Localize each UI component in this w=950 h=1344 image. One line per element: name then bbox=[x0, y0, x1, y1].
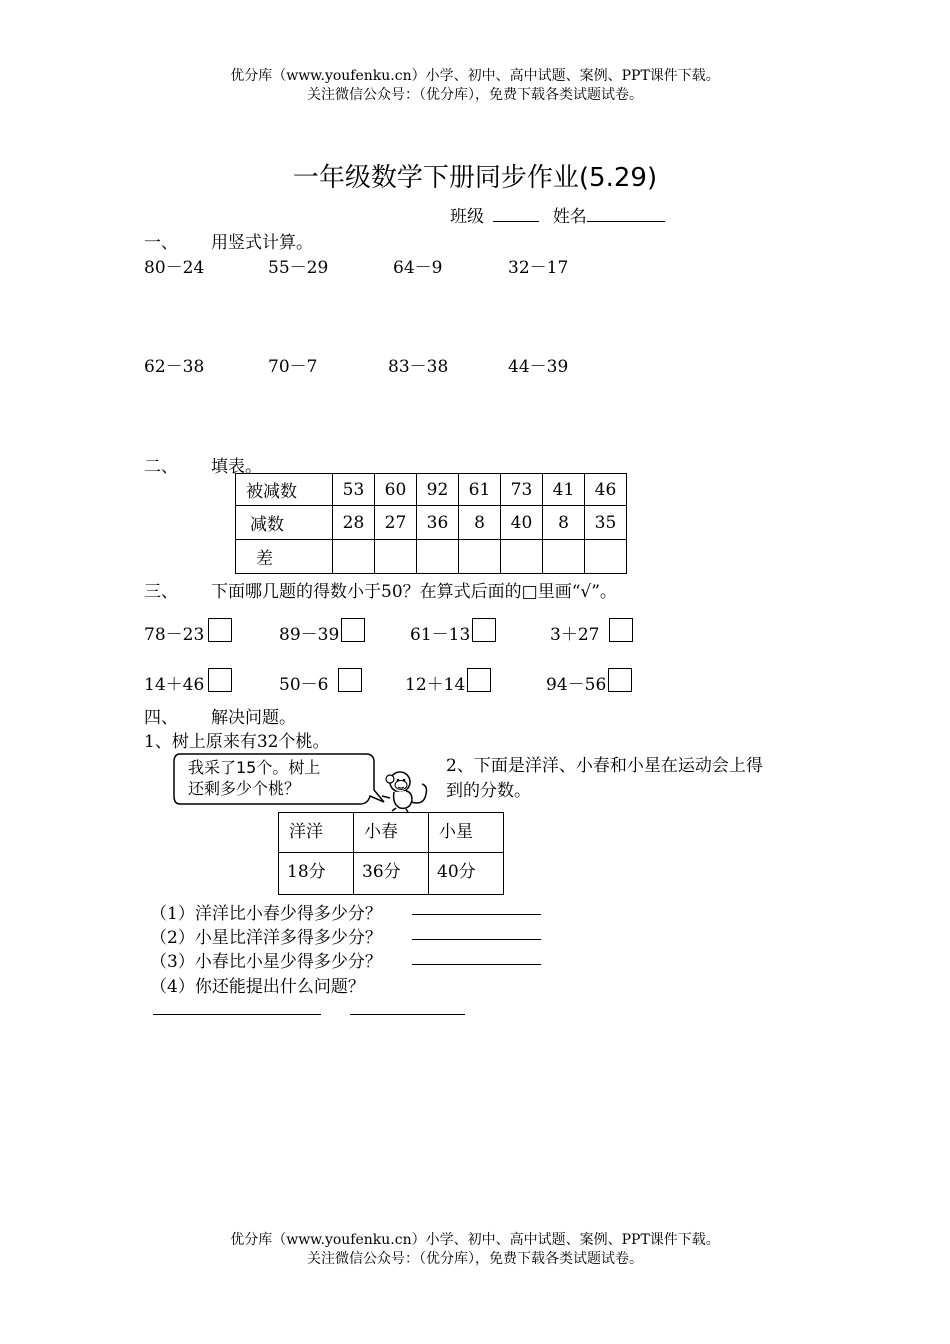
section2-instruction: 填表。 bbox=[211, 457, 262, 477]
score-name: 小春 bbox=[354, 813, 429, 853]
difference-cell[interactable] bbox=[375, 540, 417, 574]
footer-line-2: 关注微信公众号：（优分库），免费下载各类试题试卷。 bbox=[307, 1251, 643, 1267]
difference-cell[interactable] bbox=[459, 540, 501, 574]
answer-line[interactable] bbox=[153, 1014, 321, 1015]
subtrahend-cell: 40 bbox=[501, 506, 543, 540]
compare-expression: 14＋46 bbox=[144, 675, 205, 695]
section4-instruction: 解决问题。 bbox=[211, 708, 296, 728]
answer-line[interactable] bbox=[412, 964, 541, 965]
answer-box[interactable] bbox=[467, 668, 491, 692]
sub-question-2: （2）小星比洋洋多得多少分？ bbox=[150, 928, 382, 948]
compare-expression: 12＋14 bbox=[405, 675, 466, 695]
subtrahend-cell: 35 bbox=[585, 506, 627, 540]
answer-line[interactable] bbox=[412, 939, 541, 940]
compare-item bbox=[405, 668, 491, 695]
answer-line[interactable] bbox=[412, 914, 541, 915]
row-label-subtrahend: 减数 bbox=[236, 506, 333, 540]
compare-item bbox=[550, 618, 633, 645]
score-value: 40分 bbox=[429, 853, 504, 895]
class-blank[interactable] bbox=[493, 205, 539, 222]
calc-item: 83－38 bbox=[388, 357, 449, 377]
score-value: 18分 bbox=[279, 853, 354, 895]
answer-box[interactable] bbox=[609, 618, 633, 642]
footer-line-1: 优分库（www.youfenku.cn）小学、初中、高中试题、案例、PPT课件下载。 bbox=[230, 1232, 720, 1248]
section1-instruction: 用竖式计算。 bbox=[211, 233, 313, 253]
monkey-icon bbox=[378, 766, 434, 812]
speech-line-1: 我采了15个。树上 bbox=[188, 758, 321, 777]
minuend-cell: 73 bbox=[501, 474, 543, 506]
score-name: 洋洋 bbox=[279, 813, 354, 853]
minuend-cell: 41 bbox=[543, 474, 585, 506]
answer-line[interactable] bbox=[350, 1014, 465, 1015]
answer-box[interactable] bbox=[472, 618, 496, 642]
difference-cell[interactable] bbox=[585, 540, 627, 574]
class-label: 班级 bbox=[450, 207, 484, 227]
section3-number: 三、 bbox=[144, 582, 178, 602]
section4-number: 四、 bbox=[144, 708, 178, 728]
answer-box[interactable] bbox=[341, 618, 365, 642]
score-name: 小星 bbox=[429, 813, 504, 853]
minuend-cell: 53 bbox=[333, 474, 375, 506]
compare-expression: 78－23 bbox=[144, 625, 205, 645]
minuend-cell: 60 bbox=[375, 474, 417, 506]
answer-box[interactable] bbox=[208, 618, 232, 642]
calc-item: 64－9 bbox=[393, 258, 443, 278]
compare-item bbox=[410, 618, 496, 645]
question-1: 1、树上原来有32个桃。 bbox=[144, 732, 330, 752]
compare-item bbox=[546, 668, 632, 695]
subtrahend-cell: 8 bbox=[459, 506, 501, 540]
section3-instruction: 下面哪几题的得数小于50？在算式后面的□里画“√”。 bbox=[211, 582, 617, 602]
student-info bbox=[450, 202, 665, 227]
compare-expression: 50－6 bbox=[279, 675, 329, 695]
compare-expression: 61－13 bbox=[410, 625, 471, 645]
score-value: 36分 bbox=[354, 853, 429, 895]
calc-item: 80－24 bbox=[144, 258, 205, 278]
page-title: 一年级数学下册同步作业(5.29) bbox=[292, 163, 658, 193]
compare-expression: 89－39 bbox=[279, 625, 340, 645]
calc-item: 70－7 bbox=[268, 357, 318, 377]
compare-item bbox=[279, 618, 365, 645]
name-label: 姓名 bbox=[552, 207, 587, 227]
compare-item bbox=[279, 668, 362, 695]
sub-question-4: （4）你还能提出什么问题？ bbox=[150, 977, 365, 997]
section1-number: 一、 bbox=[144, 233, 178, 253]
answer-box[interactable] bbox=[338, 668, 362, 692]
subtrahend-cell: 28 bbox=[333, 506, 375, 540]
subtrahend-cell: 8 bbox=[543, 506, 585, 540]
answer-box[interactable] bbox=[208, 668, 232, 692]
minuend-cell: 92 bbox=[417, 474, 459, 506]
calc-item: 55－29 bbox=[268, 258, 329, 278]
answer-box[interactable] bbox=[608, 668, 632, 692]
speech-text bbox=[188, 757, 320, 799]
minuend-cell: 46 bbox=[585, 474, 627, 506]
row-label-difference: 差 bbox=[236, 540, 333, 574]
subtrahend-cell: 36 bbox=[417, 506, 459, 540]
question-2-line-2: 到的分数。 bbox=[446, 781, 531, 801]
calc-item: 44－39 bbox=[508, 357, 569, 377]
sub-question-1: （1）洋洋比小春少得多少分？ bbox=[150, 904, 382, 924]
compare-expression: 94－56 bbox=[546, 675, 607, 695]
header-line-2: 关注微信公众号：（优分库），免费下载各类试题试卷。 bbox=[307, 87, 643, 103]
compare-expression: 3＋27 bbox=[550, 625, 600, 645]
compare-item bbox=[144, 668, 232, 695]
calc-item: 62－38 bbox=[144, 357, 205, 377]
name-blank[interactable] bbox=[587, 205, 665, 222]
sub-question-3: （3）小春比小星少得多少分？ bbox=[150, 952, 382, 972]
minuend-cell: 61 bbox=[459, 474, 501, 506]
compare-item bbox=[144, 618, 232, 645]
difference-cell[interactable] bbox=[333, 540, 375, 574]
difference-cell[interactable] bbox=[417, 540, 459, 574]
difference-cell[interactable] bbox=[543, 540, 585, 574]
score-table bbox=[278, 812, 504, 895]
section2-number: 二、 bbox=[144, 457, 178, 477]
header-line-1: 优分库（www.youfenku.cn）小学、初中、高中试题、案例、PPT课件下载。 bbox=[230, 68, 720, 84]
speech-line-2: 还剩多少个桃？ bbox=[188, 779, 301, 798]
row-label-minuend: 被减数 bbox=[236, 474, 333, 506]
subtrahend-cell: 27 bbox=[375, 506, 417, 540]
question-2-line-1: 2、下面是洋洋、小春和小星在运动会上得 bbox=[446, 756, 763, 776]
calc-item: 32－17 bbox=[508, 258, 569, 278]
subtraction-table bbox=[235, 473, 627, 574]
difference-cell[interactable] bbox=[501, 540, 543, 574]
